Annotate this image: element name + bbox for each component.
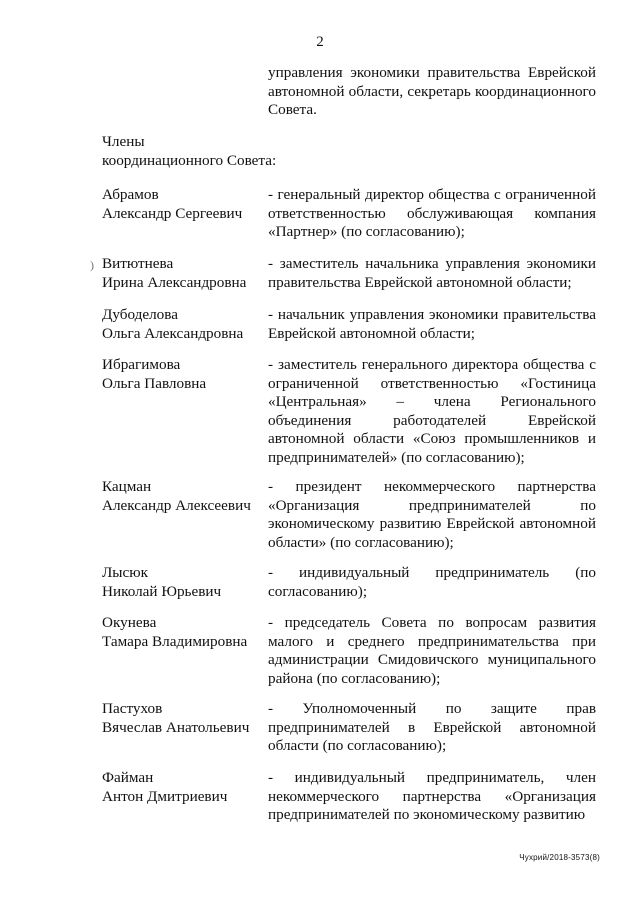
member-surname: Дубоделова [102,306,178,323]
member-given-names: Тамара Владимировна [102,632,248,650]
member-given-names: Ирина Александровна [102,273,247,291]
members-heading-line2: координационного Совета: [102,151,277,169]
member-given-names: Александр Алексеевич [102,496,251,514]
member-role: - Уполномоченный по защите прав предпринимателей в Еврейской автономной области (по согласованию); [268,700,596,754]
member-name [102,186,262,223]
members-heading-line1: Члены [102,133,145,150]
document-registration-code: Чухрий/2018-3573(8) [519,853,600,862]
member-role: - индивидуальный предприниматель, член некоммерческого партнерства «Организация предпринимателей по экономическому развитию [268,769,596,823]
member-surname: Пастухов [102,700,163,717]
member-name [102,614,262,651]
member-given-names: Александр Сергеевич [102,204,243,222]
intro-paragraph: управления экономики правительства Еврейской автономной области, секретарь координационного Совета. [268,64,596,118]
margin-mark: ) [90,258,94,272]
member-surname: Витютнева [102,255,174,272]
member-given-names: Антон Дмитриевич [102,787,228,805]
member-name [102,255,262,292]
member-role: - президент некоммерческого партнерства «Организация предпринимателей по экономическому развитию Еврейской автономной области» (по согласованию); [268,478,596,551]
member-name [102,700,262,737]
member-given-names: Ольга Александровна [102,324,244,342]
member-role: - заместитель генерального директора общества с ограниченной ответственностью «Гостиница «Центральная» – члена Регионального объединения работодателей Еврейской автономной области «Союз промышленников и предпринимателей» (по согласованию); [268,356,596,466]
member-given-names: Николай Юрьевич [102,582,222,600]
member-name [102,356,262,393]
member-surname: Ибрагимова [102,356,181,373]
member-role: - председатель Совета по вопросам развития малого и среднего предпринимательства при администрации Смидовичского муниципального района (по согласованию); [268,614,596,687]
member-name [102,478,262,515]
member-given-names: Ольга Павловна [102,374,207,392]
member-given-names: Вячеслав Анатольевич [102,718,250,736]
member-surname: Абрамов [102,186,159,203]
member-role: - генеральный директор общества с ограниченной ответственностью обслуживающая компания «Партнер» (по согласованию); [268,186,596,240]
member-name [102,564,262,601]
member-surname: Кацман [102,478,152,495]
member-name [102,306,262,343]
member-role: - заместитель начальника управления экономики правительства Еврейской автономной области; [268,255,596,291]
member-role: - индивидуальный предприниматель (по согласованию); [268,564,596,600]
page-number: 2 [316,34,324,50]
member-role: - начальник управления экономики правительства Еврейской автономной области; [268,306,596,342]
member-surname: Файман [102,769,154,786]
member-name [102,769,262,806]
member-surname: Окунева [102,614,157,631]
member-surname: Лысюк [102,564,148,581]
members-heading [102,133,276,170]
